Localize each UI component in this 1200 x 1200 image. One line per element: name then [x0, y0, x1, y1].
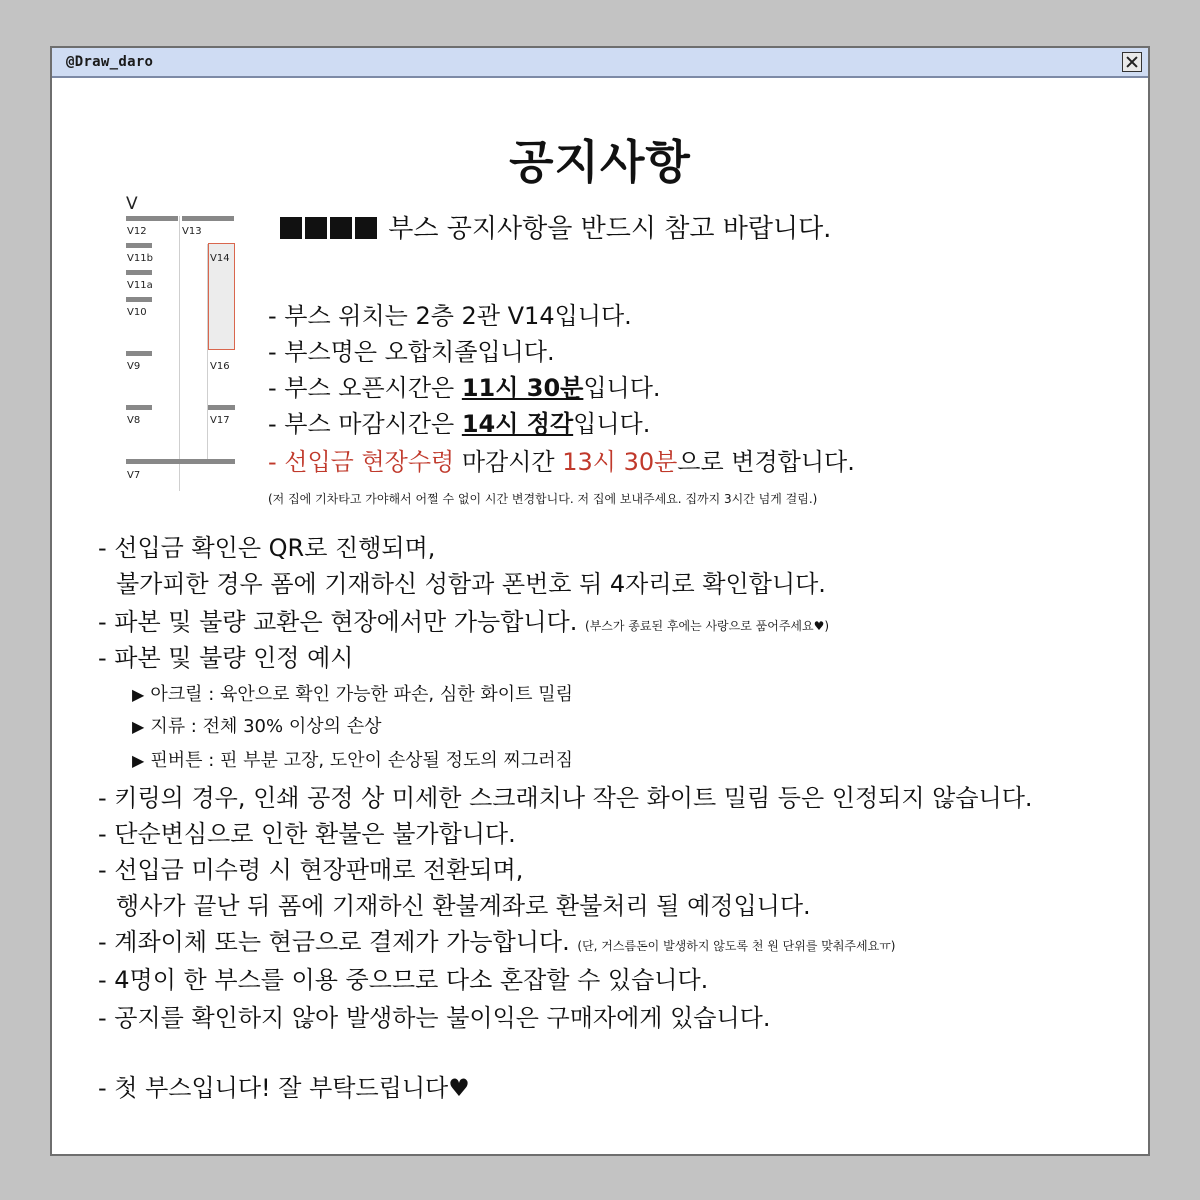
- info-open: [268, 368, 661, 403]
- triangle-right-icon: ▶: [132, 717, 145, 736]
- map-bar: [126, 459, 235, 464]
- map-cell: V12: [127, 226, 147, 237]
- notice-unpaid-1: - 선입금 미수령 시 현장판매로 전환되며,: [98, 856, 524, 884]
- map-cell: V10: [127, 307, 147, 318]
- info-close-prefix: - 부스 마감시간은: [268, 410, 462, 438]
- info-close-suffix: 입니다.: [573, 410, 651, 438]
- info-open-suffix: 입니다.: [583, 374, 661, 402]
- map-cell: V16: [210, 361, 230, 372]
- notice-defect-title: - 파본 및 불량 인정 예시: [98, 644, 354, 672]
- defect-item-1: [132, 680, 573, 706]
- window-titlebar[interactable]: [52, 48, 1148, 78]
- notice-closing: - 첫 부스입니다! 잘 부탁드립니다♥: [98, 1074, 470, 1102]
- redacted-block: [280, 217, 302, 239]
- defect-item-2: [132, 712, 381, 738]
- map-cell: V13: [182, 226, 202, 237]
- map-bar: [182, 216, 234, 221]
- info-change-red2: 13시 30분: [562, 448, 678, 476]
- defect-item-text: 지류 : 전체 30% 이상의 손상: [150, 716, 382, 737]
- defect-item-text: 핀버튼 : 핀 부분 고장, 도안이 손상될 정도의 찌그러짐: [150, 750, 574, 771]
- info-location: - 부스 위치는 2층 2관 V14입니다.: [268, 302, 632, 330]
- notice-payment: [98, 922, 895, 957]
- notice-exchange-note: (부스가 종료된 후에는 사랑으로 품어주세요♥): [585, 619, 830, 633]
- notice-unpaid-2: 행사가 끝난 뒤 폼에 기재하신 환불계좌로 환불처리 될 예정입니다.: [116, 892, 811, 920]
- map-bar: [126, 216, 178, 221]
- close-icon[interactable]: [1122, 52, 1142, 72]
- triangle-right-icon: ▶: [132, 751, 145, 770]
- map-bar: [208, 405, 235, 410]
- info-change: [268, 442, 855, 477]
- map-bar: [126, 270, 152, 275]
- booth-map: [124, 194, 236, 492]
- notice-exchange: [98, 602, 829, 637]
- map-cell: V14: [210, 253, 230, 264]
- info-change-red1: 선입금 현장수령: [284, 448, 455, 476]
- map-aisle-line: [179, 216, 180, 491]
- notice-payment-text: - 계좌이체 또는 현금으로 결제가 가능합니다.: [98, 928, 570, 956]
- info-change-mid: 마감시간: [454, 448, 563, 476]
- notice-refund: - 단순변심으로 인한 환불은 불가합니다.: [98, 820, 516, 848]
- map-cell: V9: [127, 361, 141, 372]
- lead-line: [280, 208, 831, 245]
- map-bar: [126, 297, 152, 302]
- map-cell: V17: [210, 415, 230, 426]
- notice-exchange-text: - 파본 및 불량 교환은 현장에서만 가능합니다.: [98, 608, 578, 636]
- triangle-right-icon: ▶: [132, 685, 145, 704]
- notice-keyring: - 키링의 경우, 인쇄 공정 상 미세한 스크래치나 작은 화이트 밀림 등은 인정되지 않습니다.: [98, 784, 1033, 812]
- window-title: @Draw_daro: [66, 54, 154, 70]
- map-bar: [126, 243, 152, 248]
- notice-qr-2: 불가피한 경우 폼에 기재하신 성함과 폰번호 뒤 4자리로 확인합니다.: [116, 570, 826, 598]
- notice-responsibility: - 공지를 확인하지 않아 발생하는 불이익은 구매자에게 있습니다.: [98, 1004, 771, 1032]
- info-open-time: 11시 30분: [461, 374, 584, 402]
- map-bar: [126, 351, 152, 356]
- info-note: (저 집에 기차타고 가야해서 어쩔 수 없이 시간 변경합니다. 저 집에 보내주세요. 집까지 3시간 넘게 걸림.): [268, 492, 818, 506]
- map-frame: [126, 216, 235, 491]
- map-bar: [126, 405, 152, 410]
- lead-text: 부스 공지사항을 반드시 참고 바랍니다.: [388, 214, 832, 244]
- notice-crowded: - 4명이 한 부스를 이용 중으므로 다소 혼잡할 수 있습니다.: [98, 966, 709, 994]
- info-close-time: 14시 정각: [461, 410, 574, 438]
- redacted-block: [355, 217, 377, 239]
- notice-qr-1: - 선입금 확인은 QR로 진행되며,: [98, 534, 436, 562]
- info-name: - 부스명은 오합치졸입니다.: [268, 338, 555, 366]
- notice-window: [50, 46, 1150, 1156]
- redacted-block: [305, 217, 327, 239]
- map-title: V: [126, 194, 138, 214]
- redacted-block: [330, 217, 352, 239]
- map-cell: V8: [127, 415, 141, 426]
- info-change-suffix: 으로 변경합니다.: [677, 448, 855, 476]
- page-title: 공지사항: [509, 135, 691, 189]
- defect-item-text: 아크릴 : 육안으로 확인 가능한 파손, 심한 화이트 밀림: [150, 684, 574, 705]
- map-cell: V11a: [127, 280, 153, 291]
- map-cell: V11b: [127, 253, 153, 264]
- info-close: [268, 404, 650, 439]
- info-change-dash: -: [268, 448, 285, 476]
- defect-item-3: [132, 746, 573, 772]
- map-cell: V7: [127, 470, 141, 481]
- notice-payment-note: (단, 거스름돈이 발생하지 않도록 천 원 단위를 맞춰주세요ㅠ): [577, 939, 896, 953]
- info-open-prefix: - 부스 오픈시간은: [268, 374, 462, 402]
